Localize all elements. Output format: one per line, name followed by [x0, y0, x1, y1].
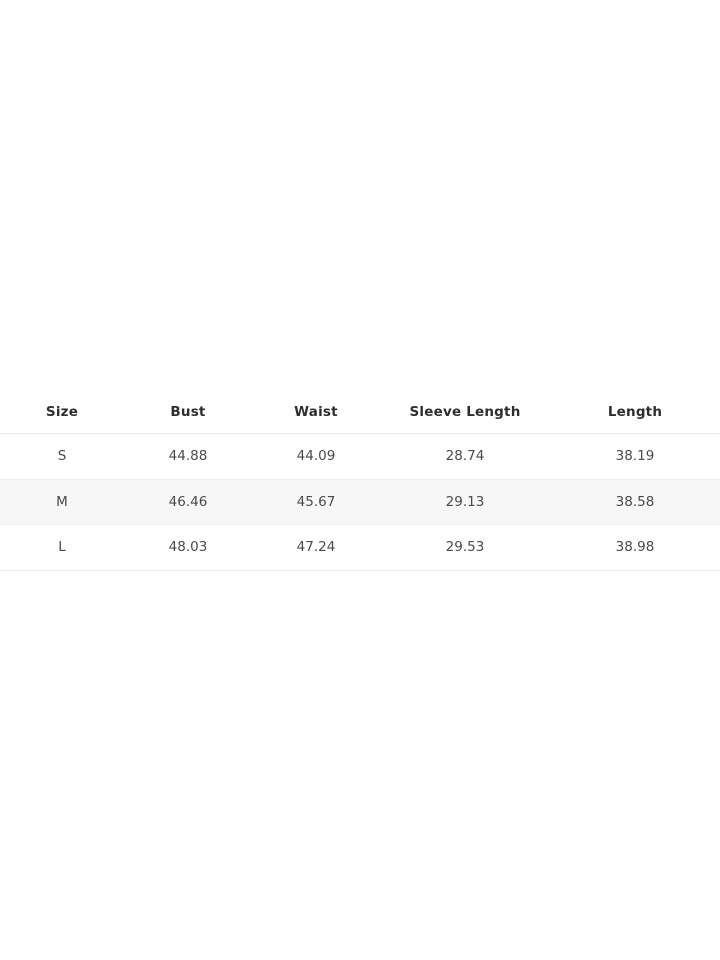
cell-bust: 44.88 [168, 448, 208, 465]
cell-sleeve-length: 29.13 [445, 493, 485, 510]
size-chart-body [0, 434, 720, 571]
cell-sleeve-length: 28.74 [445, 448, 485, 465]
cell-size: S [57, 448, 67, 465]
table-row [0, 434, 720, 480]
cell-bust: 46.46 [168, 493, 208, 510]
table-header-row [0, 390, 720, 434]
column-header-sleeve-length: Sleeve Length [409, 403, 521, 420]
cell-waist: 47.24 [296, 539, 336, 556]
cell-size: L [58, 539, 66, 556]
size-chart-header [0, 390, 720, 434]
column-header-size: Size [45, 403, 79, 420]
cell-length: 38.19 [615, 448, 655, 465]
cell-sleeve-length: 29.53 [445, 539, 485, 556]
cell-waist: 45.67 [296, 493, 336, 510]
column-header-waist: Waist [294, 403, 338, 420]
size-chart-container [0, 390, 720, 571]
cell-waist: 44.09 [296, 448, 336, 465]
cell-length: 38.58 [615, 493, 655, 510]
column-header-bust: Bust [170, 403, 206, 420]
size-chart-table [0, 390, 720, 571]
table-row [0, 525, 720, 571]
cell-bust: 48.03 [168, 539, 208, 556]
cell-size: M [56, 493, 68, 510]
cell-length: 38.98 [615, 539, 655, 556]
table-row [0, 479, 720, 525]
column-header-length: Length [607, 403, 663, 420]
